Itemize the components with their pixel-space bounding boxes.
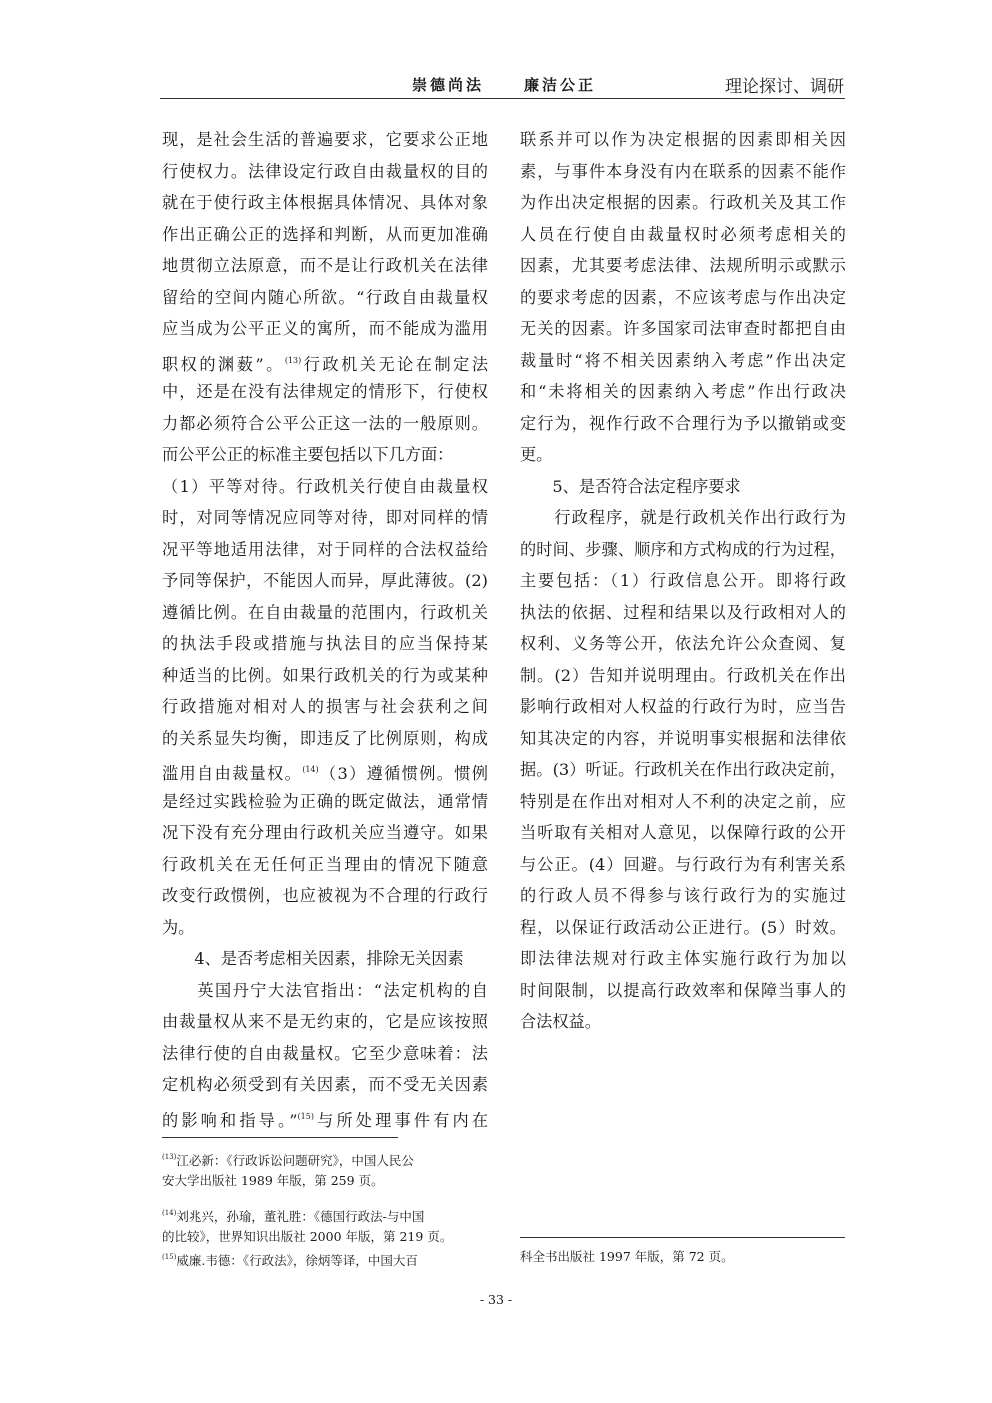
footnote-15-continued: 科全书出版社 1997 年版，第 72 页。 <box>520 1249 734 1264</box>
text-segment: 无关的因素。许多国家司法审查时都把自由 <box>520 319 846 338</box>
text-line <box>162 408 488 440</box>
text-segment: 5、是否符合法定程序要求 <box>520 476 741 496</box>
text-segment: 更。 <box>520 445 553 464</box>
text-line <box>520 660 846 692</box>
text-segment: 应当成为公平正义的寓所，而不能成为滥用 <box>162 319 488 338</box>
text-line <box>162 660 488 692</box>
text-line <box>520 345 846 377</box>
text-line <box>162 975 488 1007</box>
motto-left: 崇德尚法 <box>412 76 485 94</box>
footnote-text: 安大学出版社 1989 年版，第 259 页。 <box>162 1173 384 1188</box>
text-segment: 为作出决定根据的因素。行政机关及其工作 <box>520 193 846 212</box>
text-segment: 素，与事件本身没有内在联系的因素不能作 <box>520 161 846 181</box>
text-line <box>520 786 846 818</box>
text-line <box>162 912 488 944</box>
text-line <box>520 502 846 534</box>
text-segment: 种适当的比例。如果行政机关的行为或某种 <box>162 665 488 685</box>
text-line <box>520 691 846 723</box>
text-segment: 据。(3）听证。行政机关在作出行政决定前， <box>520 760 846 779</box>
text-segment: 遵循比例。在自由裁量的范围内，行政机关 <box>162 602 488 622</box>
text-line <box>520 376 846 408</box>
text-segment: 行政机关在无任何正当理由的情况下随意 <box>162 854 488 874</box>
text-line <box>162 849 488 881</box>
text-line <box>520 408 846 440</box>
text-segment: 的时间、步骤、顺序和方式构成的行为过程， <box>520 539 846 559</box>
footnote-mark: (13) <box>162 1153 177 1161</box>
text-segment: 的要求考虑的因素，不应该考虑与作出决定 <box>520 287 846 307</box>
text-line <box>520 943 846 975</box>
text-line <box>520 439 846 471</box>
text-line <box>520 754 846 786</box>
footnote-text: 刘兆兴，孙瑜，董礼胜：《德国行政法-与中国 <box>176 1209 425 1224</box>
citation-mark: (13) <box>284 355 302 365</box>
text-line <box>162 250 488 282</box>
text-line <box>520 313 846 345</box>
text-line <box>520 817 846 849</box>
text-segment: 定机构必须受到有关因素，而不受无关因素 <box>162 1075 488 1094</box>
header-motto <box>412 74 636 95</box>
footnote-mark: (15) <box>162 1253 177 1261</box>
text-segment: （3）遵循惯例。惯例 <box>318 764 488 783</box>
text-segment: （1）平等对待。行政机关行使自由裁量权 <box>162 476 488 496</box>
text-segment: 的行政人员不得参与该行政行为的实施过 <box>520 886 846 905</box>
header-section-title: 理论探讨、调研 <box>725 77 844 97</box>
text-segment: 联系并可以作为决定根据的因素即相关因 <box>520 130 846 149</box>
page-number: - 33 - <box>479 1292 513 1307</box>
citation-mark: (14) <box>302 765 319 774</box>
citation-mark: (15) <box>297 1111 314 1121</box>
text-segment: 作出正确公正的选择和判断，从而更加准确 <box>162 224 488 244</box>
text-line <box>162 376 488 408</box>
text-segment: 力都必须符合公平公正这一法的一般原则。 <box>162 413 488 433</box>
text-line <box>162 1101 488 1133</box>
text-line <box>520 156 846 188</box>
text-segment: 的影响和指导。” <box>162 1110 298 1130</box>
text-segment: 中，还是在没有法律规定的情形下，行使权 <box>162 382 488 401</box>
text-line <box>162 565 488 597</box>
text-line <box>162 502 488 534</box>
text-line <box>520 250 846 282</box>
text-line <box>162 124 488 156</box>
text-line <box>162 219 488 251</box>
text-segment: 定行为，视作行政不合理行为予以撤销或变 <box>520 413 846 433</box>
text-line <box>162 943 488 975</box>
text-line <box>162 534 488 566</box>
text-segment: 职权的渊薮”。 <box>162 354 285 374</box>
text-line <box>162 880 488 912</box>
text-segment: 特别是在作出对相对人不利的决定之前，应 <box>520 791 846 811</box>
text-segment: 制。(2）告知并说明理由。行政机关在作出 <box>520 665 846 685</box>
text-segment: 行政措施对相对人的损害与社会获利之间 <box>162 697 488 716</box>
text-line <box>162 1006 488 1038</box>
text-segment: 由裁量权从来不是无约束的，它是应该按照 <box>162 1012 488 1031</box>
text-line <box>520 219 846 251</box>
text-segment: 时间限制，以提高行政效率和保障当事人的 <box>520 980 846 1000</box>
text-segment: 与公正。(4）回避。与行政行为有利害关系 <box>520 854 846 874</box>
text-segment: 裁量时“将不相关因素纳入考虑”作出决定 <box>520 350 846 370</box>
text-line <box>520 534 846 566</box>
header-rule <box>160 98 845 99</box>
text-segment: 人员在行使自由裁量权时必须考虑相关的 <box>520 224 846 244</box>
text-segment: 当听取有关相对人意见，以保障行政的公开 <box>520 823 846 842</box>
text-segment: 合法权益。 <box>520 1012 601 1031</box>
text-segment: 况下没有充分理由行政机关应当遵守。如果 <box>162 823 488 842</box>
text-line <box>162 313 488 345</box>
text-line <box>162 345 488 377</box>
text-segment: 的关系显失均衡，即违反了比例原则，构成 <box>162 728 488 748</box>
text-segment: 予同等保护，不能因人而异，厚此薄彼。(2) <box>162 571 488 590</box>
text-line <box>162 1038 488 1070</box>
text-line <box>520 880 846 912</box>
footnote-rule-right <box>520 1237 845 1238</box>
text-segment: 时，对同等情况应同等对待，即对同样的情 <box>162 508 488 527</box>
text-segment: 和“未将相关的因素纳入考虑”作出行政决 <box>520 382 846 401</box>
footnote-rule-left <box>162 1137 398 1138</box>
text-line <box>162 471 488 503</box>
text-segment: 滥用自由裁量权。 <box>162 764 303 783</box>
text-line <box>520 723 846 755</box>
text-line <box>520 1006 846 1038</box>
text-line <box>162 187 488 219</box>
text-line <box>520 975 846 1007</box>
text-line <box>162 156 488 188</box>
text-segment: 现，是社会生活的普遍要求，它要求公正地 <box>162 130 488 149</box>
text-segment: 行使权力。法律设定行政自由裁量权的目的 <box>162 161 488 181</box>
text-segment: 法律行使的自由裁量权。它至少意味着：法 <box>162 1043 488 1063</box>
text-line <box>520 565 846 597</box>
text-segment: 4、是否考虑相关因素，排除无关因素 <box>162 949 464 968</box>
left-column <box>162 124 488 1132</box>
text-line <box>162 597 488 629</box>
text-segment: 是经过实践检验为正确的既定做法，通常情 <box>162 791 488 811</box>
right-column <box>520 124 846 1038</box>
text-segment: 权利、义务等公开，依法允许公众查阅、复 <box>520 634 846 653</box>
text-segment: 而公平公正的标准主要包括以下几方面： <box>162 445 454 464</box>
text-segment: 改变行政惯例，也应被视为不合理的行政行 <box>162 886 488 905</box>
text-segment: 执法的依据、过程和结果以及行政相对人的 <box>520 602 846 622</box>
text-line <box>520 912 846 944</box>
text-line <box>520 628 846 660</box>
text-line <box>162 1069 488 1101</box>
text-line <box>162 691 488 723</box>
text-segment: 影响行政相对人权益的行政行为时，应当告 <box>520 697 846 716</box>
text-line <box>162 439 488 471</box>
text-line <box>520 471 846 503</box>
text-segment: 的执法手段或措施与执法目的应当保持某 <box>162 634 488 653</box>
footnote-text: 威廉.韦德：《行政法》，徐炳等译，中国大百 <box>176 1253 418 1268</box>
text-segment: 行政机关无论在制定法 <box>301 354 489 374</box>
text-segment: 因素，尤其要考虑法律、法规所明示或默示 <box>520 256 846 275</box>
text-segment: 程，以保证行政活动公正进行。(5）时效。 <box>520 917 846 937</box>
text-line <box>520 124 846 156</box>
footnote-mark: (14) <box>162 1209 177 1217</box>
text-segment: 知其决定的内容，并说明事实根据和法律依 <box>520 728 846 748</box>
text-line <box>520 187 846 219</box>
text-segment: 行政程序，就是行政机关作出行政行为 <box>520 508 846 527</box>
text-segment: 就在于使行政主体根据具体情况、具体对象 <box>162 193 488 212</box>
footnote-text: 的比较》，世界知识出版社 2000 年版，第 219 页。 <box>162 1229 453 1244</box>
text-line <box>520 849 846 881</box>
text-segment: 英国丹宁大法官指出：“法定机构的自 <box>162 980 488 1000</box>
text-segment: 况平等地适用法律，对于同样的合法权益给 <box>162 539 488 559</box>
text-line <box>162 723 488 755</box>
text-line <box>520 597 846 629</box>
text-line <box>520 282 846 314</box>
text-line <box>162 817 488 849</box>
footnote-13 <box>162 1147 414 1191</box>
text-segment: 主要包括：（1）行政信息公开。即将行政 <box>520 571 846 590</box>
motto-right: 廉洁公正 <box>524 76 597 94</box>
text-segment: 地贯彻立法原意，而不是让行政机关在法律 <box>162 256 488 275</box>
text-segment: 与所处理事件有内在 <box>313 1110 489 1130</box>
text-segment: 留给的空间内随心所欲。“行政自由裁量权 <box>162 287 488 307</box>
text-line <box>162 282 488 314</box>
text-line <box>162 754 488 786</box>
text-segment: 为。 <box>162 917 195 937</box>
footnote-text: 江必新：《行政诉讼问题研究》，中国人民公 <box>176 1153 414 1168</box>
text-line <box>162 628 488 660</box>
text-line <box>162 786 488 818</box>
text-segment: 即法律法规对行政主体实施行政行为加以 <box>520 949 846 968</box>
footnote-14 <box>162 1203 452 1271</box>
